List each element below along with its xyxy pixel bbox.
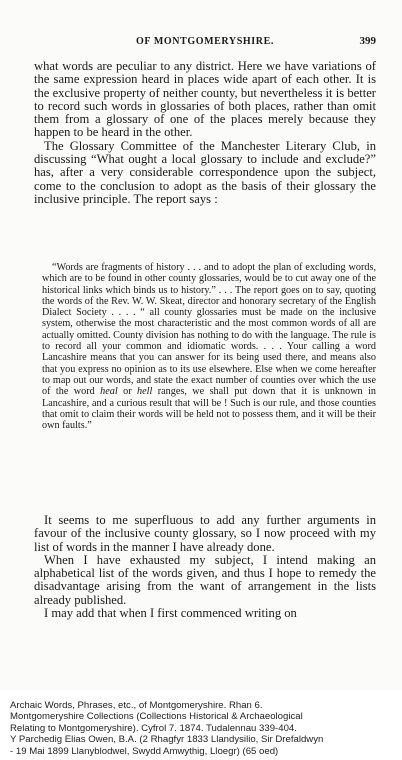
caption-line: Montgomeryshire Collections (Collections Historical & Archaeological: [10, 711, 303, 723]
paragraph: It seems to me superfluous to add any further arguments in favour of the inclusive county glossary, so I now proceed with my list of words in the manner I have already done.: [34, 513, 376, 554]
main-text-bottom: [34, 514, 376, 620]
caption-line: Y Parchedig Elias Owen, B.A. (2 Rhagfyr 1833 Llandysilio, Sir Drefaldwyn: [10, 734, 324, 746]
block-quote: [42, 262, 376, 431]
source-caption: [10, 700, 398, 757]
running-title: OF MONTGOMERYSHIRE.: [136, 36, 274, 47]
caption-line: Relating to Montgomeryshire). Cyfrol 7. 1874. Tudalennau 339-404.: [10, 722, 297, 734]
paragraph: When I have exhausted my subject, I intend making an alphabetical list of the words given, and thus I hope to remedy the disadvantage arising from the want of arrangement in the lists already published.: [34, 552, 376, 607]
paragraph: what words are peculiar to any district. Here we have variations of the same expression heard in places wide apart of each other. It is the exclusive property of neither county, but nevertheless it is better to record such words in glossaries of both places, rather than omit them from a glossary of one of the places merely because they happen to be heard in the other.: [34, 59, 376, 140]
quote-text: “Words are fragments of history . . . and to adopt the plan of excluding words, which are to be found in other county glossaries, would be to cut away one of the historical links which binds us to history.” . . . The report goes on to say, quoting the words of the Rev. W. W. Skeat, director and honorary secretary of the English Dialect Society . . . . “ all county glossaries must be made on the inclusive system, otherwise the most characteristic and the most common words of all are actually omitted. County division has nothing to do with the language. The rule is to record all your common and idiomatic words. . . . Your calling a word Lancashire means that you can answer for its being used there, and means also that you express no opinion as to its use elsewhere. Else when we come hereafter to map out our words, and state the exact number of counties over which the use of the word: [42, 262, 376, 398]
quote-italic-word: hell: [137, 386, 153, 398]
running-header: [34, 36, 376, 50]
quote-paragraph: [42, 262, 376, 431]
main-text-top: [34, 60, 376, 206]
paragraph: I may add that when I first commenced writing on: [44, 606, 297, 621]
caption-line: Archaic Words, Phrases, etc., of Montgomeryshire. Rhan 6.: [10, 700, 263, 711]
page-number: 399: [359, 35, 376, 47]
caption-line: - 19 Mai 1899 Llanyblodwel, Swydd Amwythig, Lloegr) (65 oed): [10, 745, 279, 757]
paragraph: The Glossary Committee of the Manchester Literary Club, in discussing “What ought a local glossary to include and exclude?” has, after a very considerable correspondence upon the subject, come to the conclusion to adopt as the basis of their glossary the inclusive principle. The report says :: [34, 138, 376, 206]
quote-italic-word: heal: [100, 386, 118, 398]
quote-text: or: [123, 386, 132, 398]
quote-text: ranges, we shall put down that it is unknown in Lancashire, and a curious result that will be ! Such is our rule, and those counties that omit to claim their words will be held not to possess them, and it will be their own faults.”: [42, 386, 376, 432]
